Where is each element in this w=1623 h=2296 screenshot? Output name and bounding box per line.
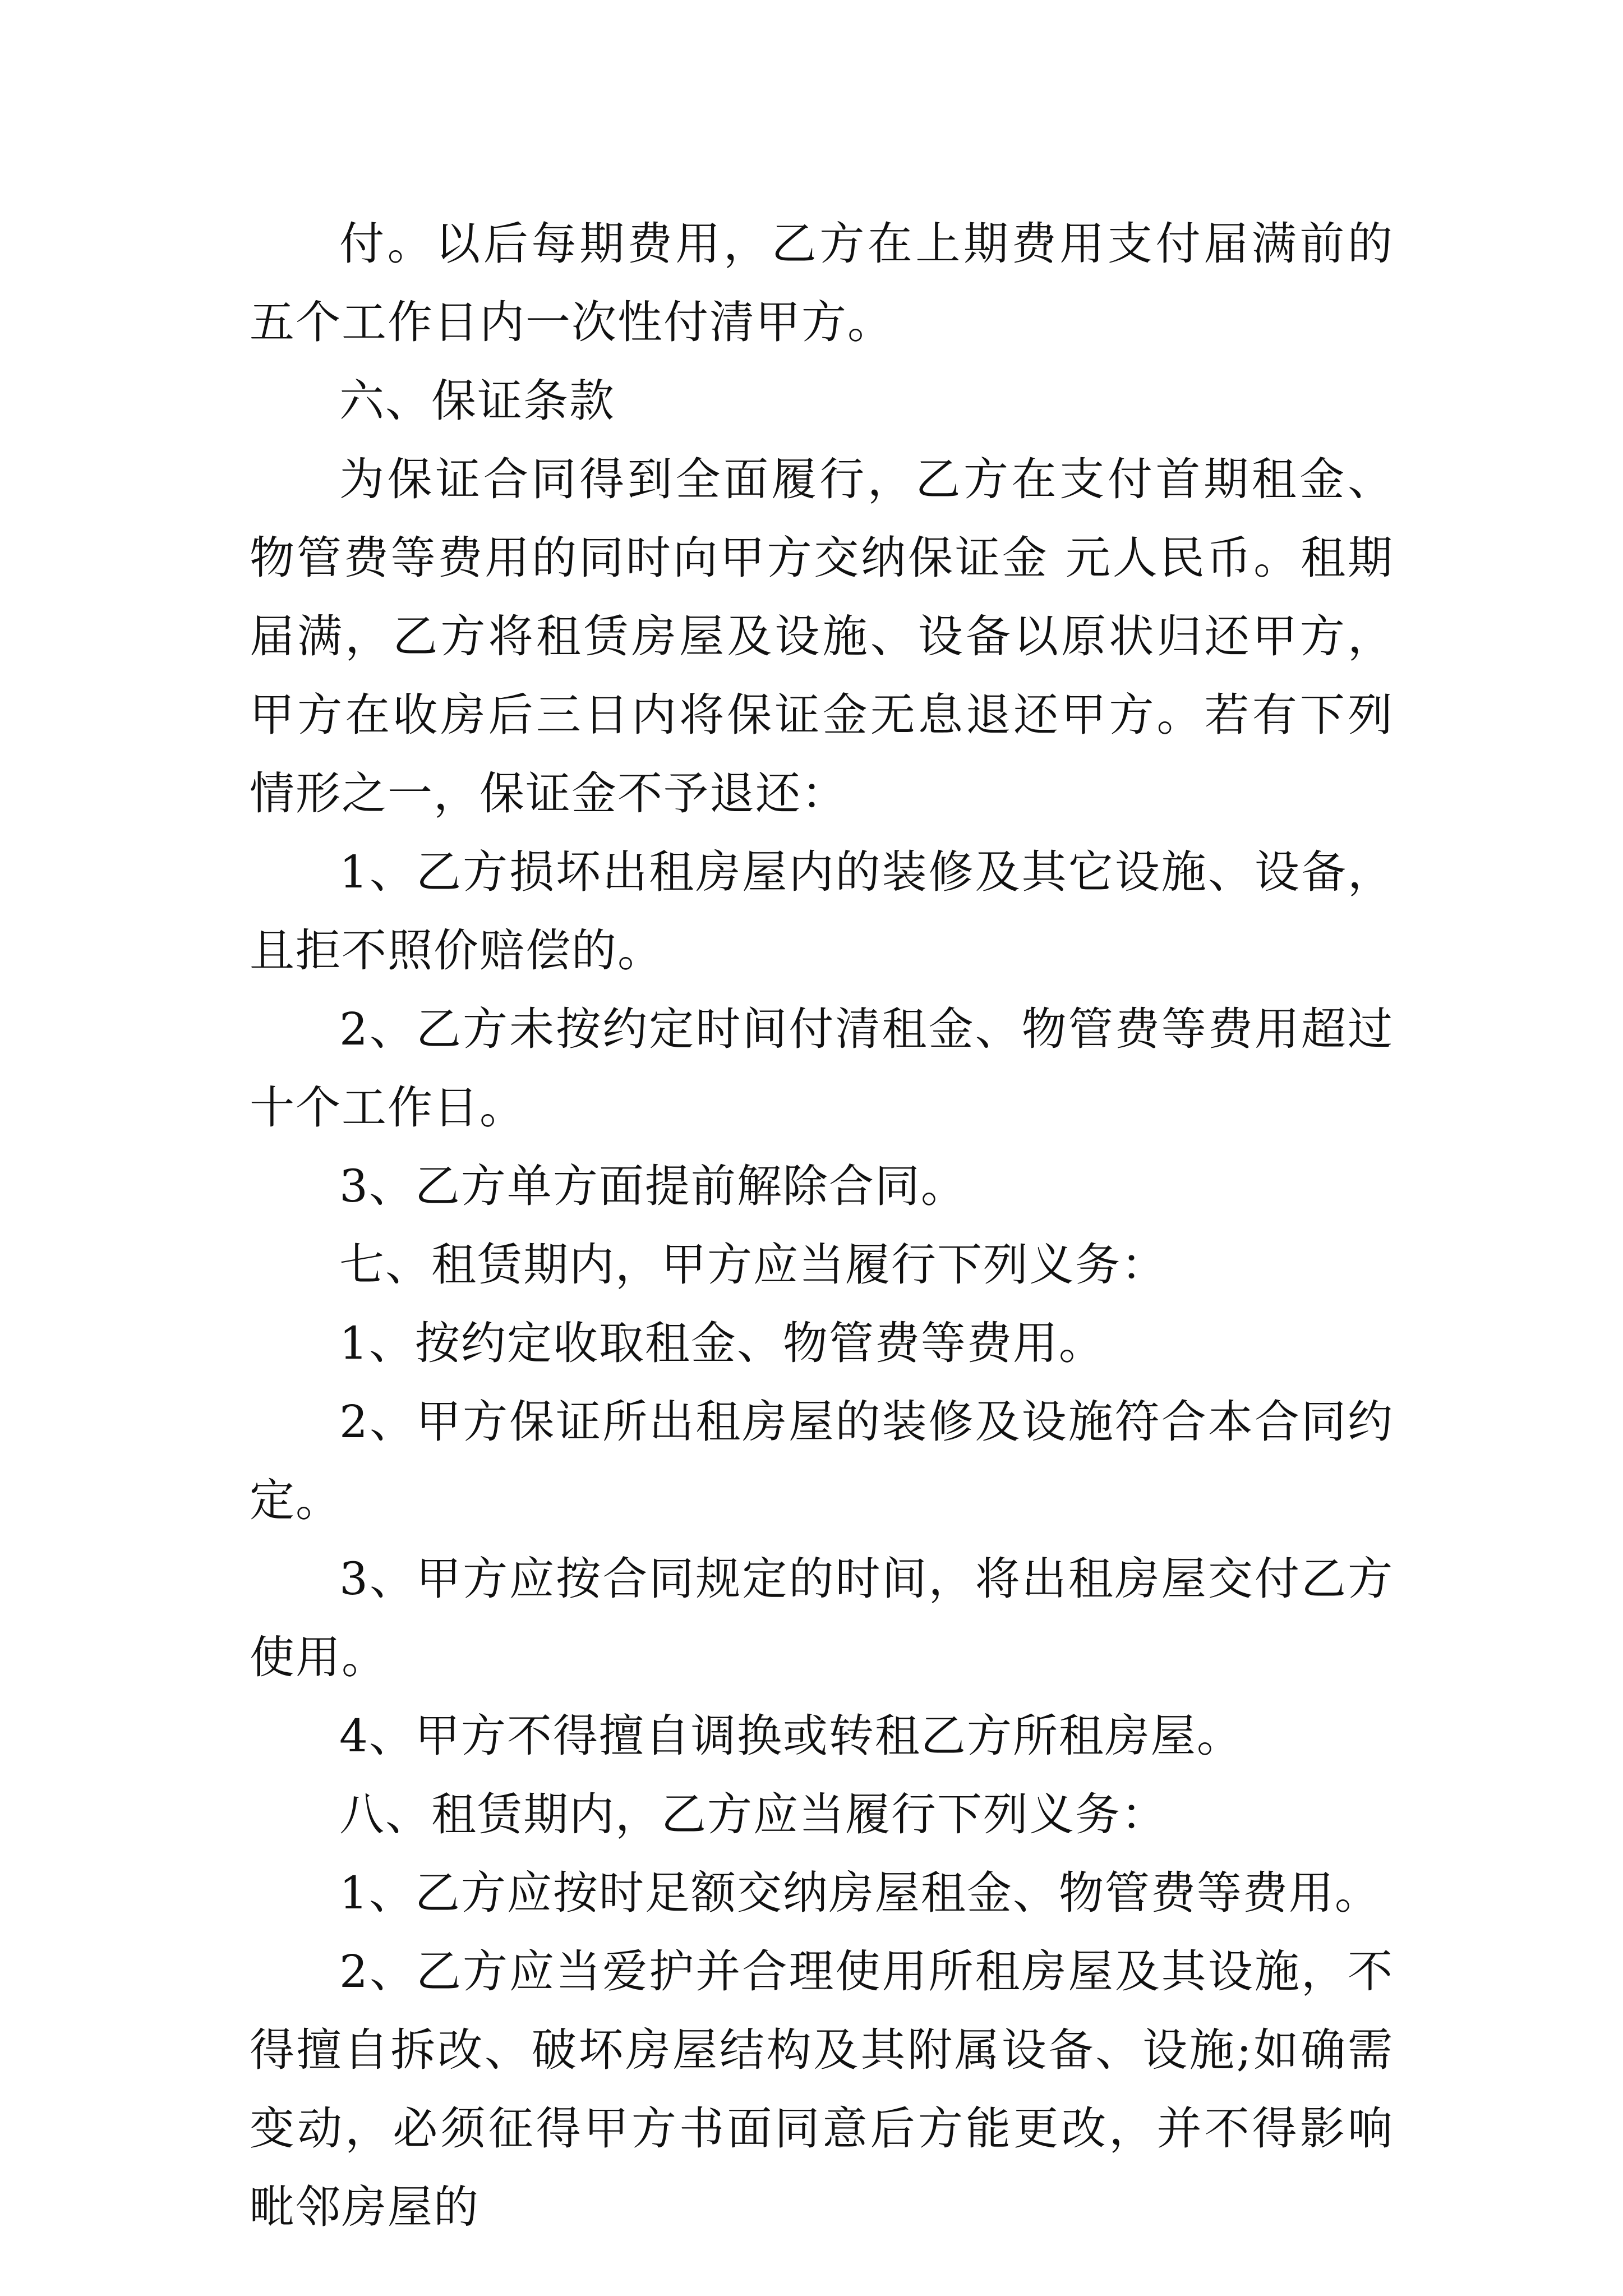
document-body [250,205,1394,2247]
list-item-lessor-3: 3、甲方应按合同规定的时间，将出租房屋交付乙方使用。 [250,1553,1394,1683]
list-item-lessor-4: 4、甲方不得擅自调换或转租乙方所租房屋。 [339,1710,1243,1762]
list-item-lessee-2: 2、乙方应当爱护并合理使用所租房屋及其设施，不得擅自拆改、破坏房屋结构及其附属设备、设施;如确需变动，必须征得甲方书面同意后方能更改，并不得影响毗邻房屋的 [250,1945,1394,2233]
list-item-lessor-1: 1、按约定收取租金、物管费等费用。 [339,1317,1105,1369]
paragraph-guarantee-deposit: 为保证合同得到全面履行，乙方在支付首期租金、物管费等费用的同时向甲方交纳保证金 元人民币。租期届满，乙方将租赁房屋及设施、设备以原状归还甲方，甲方在收房后三日内将保证金无息退还甲方。若有下列情形之一，保证金不予退还： [250,453,1394,820]
list-item-guarantee-2: 2、乙方未按约定时间付清租金、物管费等费用超过十个工作日。 [250,1003,1394,1134]
list-item-lessee-1: 1、乙方应按时足额交纳房屋租金、物管费等费用。 [339,1867,1381,1919]
list-item-guarantee-3: 3、乙方单方面提前解除合同。 [339,1160,967,1212]
paragraph-payment-continued: 付。以后每期费用，乙方在上期费用支付届满前的五个工作日内一次性付清甲方。 [250,218,1394,348]
list-item-guarantee-1: 1、乙方损坏出租房屋内的装修及其它设施、设备，且拒不照价赔偿的。 [250,846,1394,977]
list-item-lessor-2: 2、甲方保证所出租房屋的装修及设施符合本合同约定。 [250,1396,1394,1526]
heading-lessor-obligations: 七、租赁期内，甲方应当履行下列义务： [339,1239,1167,1291]
heading-guarantee-terms: 六、保证条款 [339,375,615,427]
heading-lessee-obligations: 八、租赁期内，乙方应当履行下列义务： [339,1788,1167,1841]
